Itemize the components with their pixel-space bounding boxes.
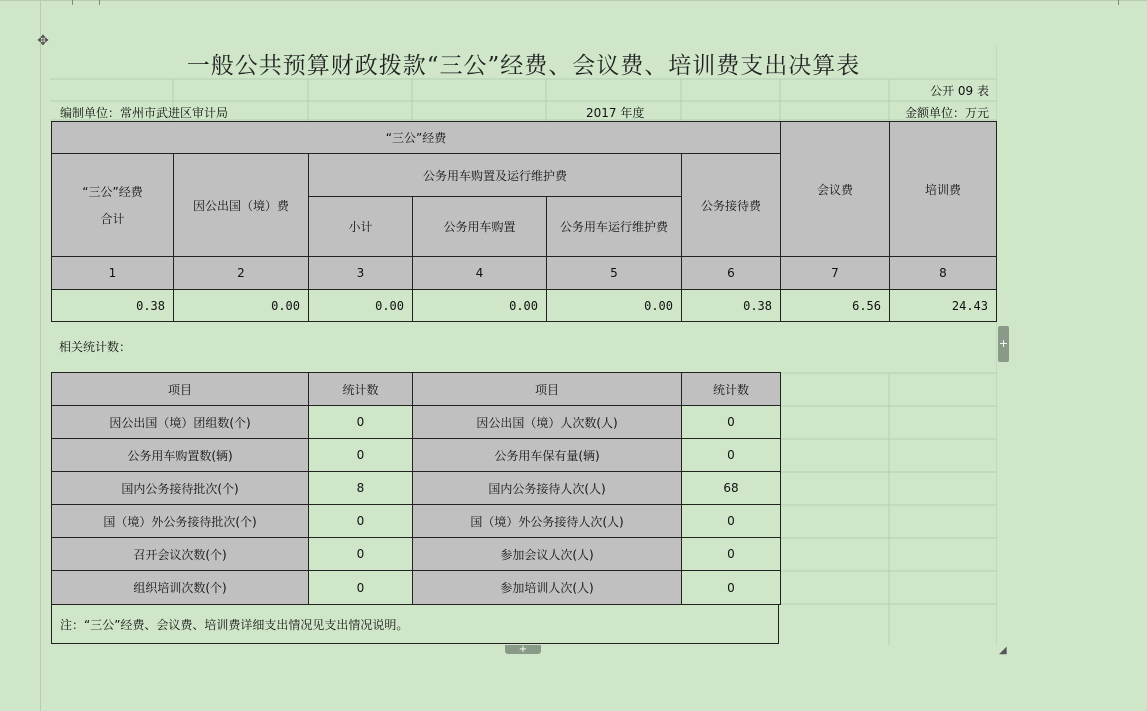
- stats-count[interactable]: 0: [681, 438, 781, 472]
- stats-header-item: 项目: [412, 372, 682, 406]
- stats-header-count: 统计数: [681, 372, 781, 406]
- stats-count[interactable]: 0: [681, 405, 781, 439]
- stats-item: 组织培训次数(个): [51, 570, 309, 605]
- plus-icon[interactable]: +: [998, 326, 1009, 362]
- stats-count[interactable]: 0: [308, 438, 413, 472]
- index-cell: 6: [681, 256, 781, 290]
- stats-count[interactable]: 0: [308, 537, 413, 571]
- reporting-unit: 编制单位：常州市武进区审计局: [60, 106, 229, 120]
- value-car-maintenance[interactable]: 0.00: [546, 289, 682, 322]
- index-cell: 4: [412, 256, 547, 290]
- stats-item: 公务用车保有量(辆): [412, 438, 682, 472]
- sheet-number: 公开 09 表: [930, 84, 989, 98]
- ruler-tick: [99, 0, 100, 5]
- stats-item: 因公出国（境）人次数(人): [412, 405, 682, 439]
- header-car-maintenance: 公务用车运行维护费: [546, 196, 682, 257]
- top-ruler: [0, 0, 1147, 5]
- footnote: 注：“三公”经费、会议费、培训费详细支出情况见支出情况说明。: [51, 604, 779, 644]
- value-sangong-total[interactable]: 0.38: [51, 289, 174, 322]
- header-sangong-group: “三公”经费: [51, 121, 781, 154]
- stats-count[interactable]: 0: [308, 570, 413, 605]
- stats-count[interactable]: 68: [681, 471, 781, 505]
- stats-item: 参加会议人次(人): [412, 537, 682, 571]
- index-cell: 1: [51, 256, 174, 290]
- stats-count[interactable]: 0: [308, 405, 413, 439]
- stats-item: 公务用车购置数(辆): [51, 438, 309, 472]
- stats-item: 因公出国（境）团组数(个): [51, 405, 309, 439]
- stats-count[interactable]: 8: [308, 471, 413, 505]
- ruler-tick: [1118, 0, 1119, 5]
- index-cell: 3: [308, 256, 413, 290]
- stats-count[interactable]: 0: [681, 504, 781, 538]
- header-car-purchase: 公务用车购置: [412, 196, 547, 257]
- stats-item: 国内公务接待批次(个): [51, 471, 309, 505]
- stats-header-item: 项目: [51, 372, 309, 406]
- header-sangong-total-line1: “三公”经费: [82, 185, 143, 199]
- report-sheet: [50, 45, 997, 645]
- report-title: 一般公共预算财政拨款“三公”经费、会议费、培训费支出决算表: [186, 53, 861, 79]
- value-abroad-fee[interactable]: 0.00: [173, 289, 309, 322]
- stats-count[interactable]: 0: [681, 537, 781, 571]
- value-reception-fee[interactable]: 0.38: [681, 289, 781, 322]
- header-meeting-fee: 会议费: [780, 121, 890, 257]
- index-cell: 7: [780, 256, 890, 290]
- related-stats-label: 相关统计数：: [59, 340, 132, 354]
- stats-count[interactable]: 0: [681, 570, 781, 605]
- plus-icon[interactable]: +: [505, 645, 541, 654]
- header-training-fee: 培训费: [889, 121, 997, 257]
- header-sangong-total-line2: 合计: [100, 212, 125, 226]
- stats-item: 参加培训人次(人): [412, 570, 682, 605]
- value-car-purchase[interactable]: 0.00: [412, 289, 547, 322]
- value-meeting-fee[interactable]: 6.56: [780, 289, 890, 322]
- stats-item: 召开会议次数(个): [51, 537, 309, 571]
- ruler-tick: [72, 0, 73, 5]
- resize-icon[interactable]: ◢: [999, 645, 1007, 656]
- amount-unit: 金额单位：万元: [904, 106, 989, 120]
- header-sangong-total: [51, 153, 174, 257]
- stats-item: 国内公务接待人次(人): [412, 471, 682, 505]
- move-icon[interactable]: ✥: [37, 33, 49, 49]
- value-car-subtotal[interactable]: 0.00: [308, 289, 413, 322]
- stats-item: 国（境）外公务接待批次(个): [51, 504, 309, 538]
- header-abroad-fee: 因公出国（境）费: [173, 153, 309, 257]
- header-car-group: 公务用车购置及运行维护费: [308, 153, 682, 197]
- stats-header-count: 统计数: [308, 372, 413, 406]
- fiscal-year: 2017 年度: [586, 106, 645, 120]
- index-cell: 5: [546, 256, 682, 290]
- header-reception-fee: 公务接待费: [681, 153, 781, 257]
- stats-count[interactable]: 0: [308, 504, 413, 538]
- index-cell: 2: [173, 256, 309, 290]
- stats-item: 国（境）外公务接待人次(人): [412, 504, 682, 538]
- value-training-fee[interactable]: 24.43: [889, 289, 997, 322]
- header-car-subtotal: 小计: [308, 196, 413, 257]
- left-margin-line: [40, 0, 41, 711]
- index-cell: 8: [889, 256, 997, 290]
